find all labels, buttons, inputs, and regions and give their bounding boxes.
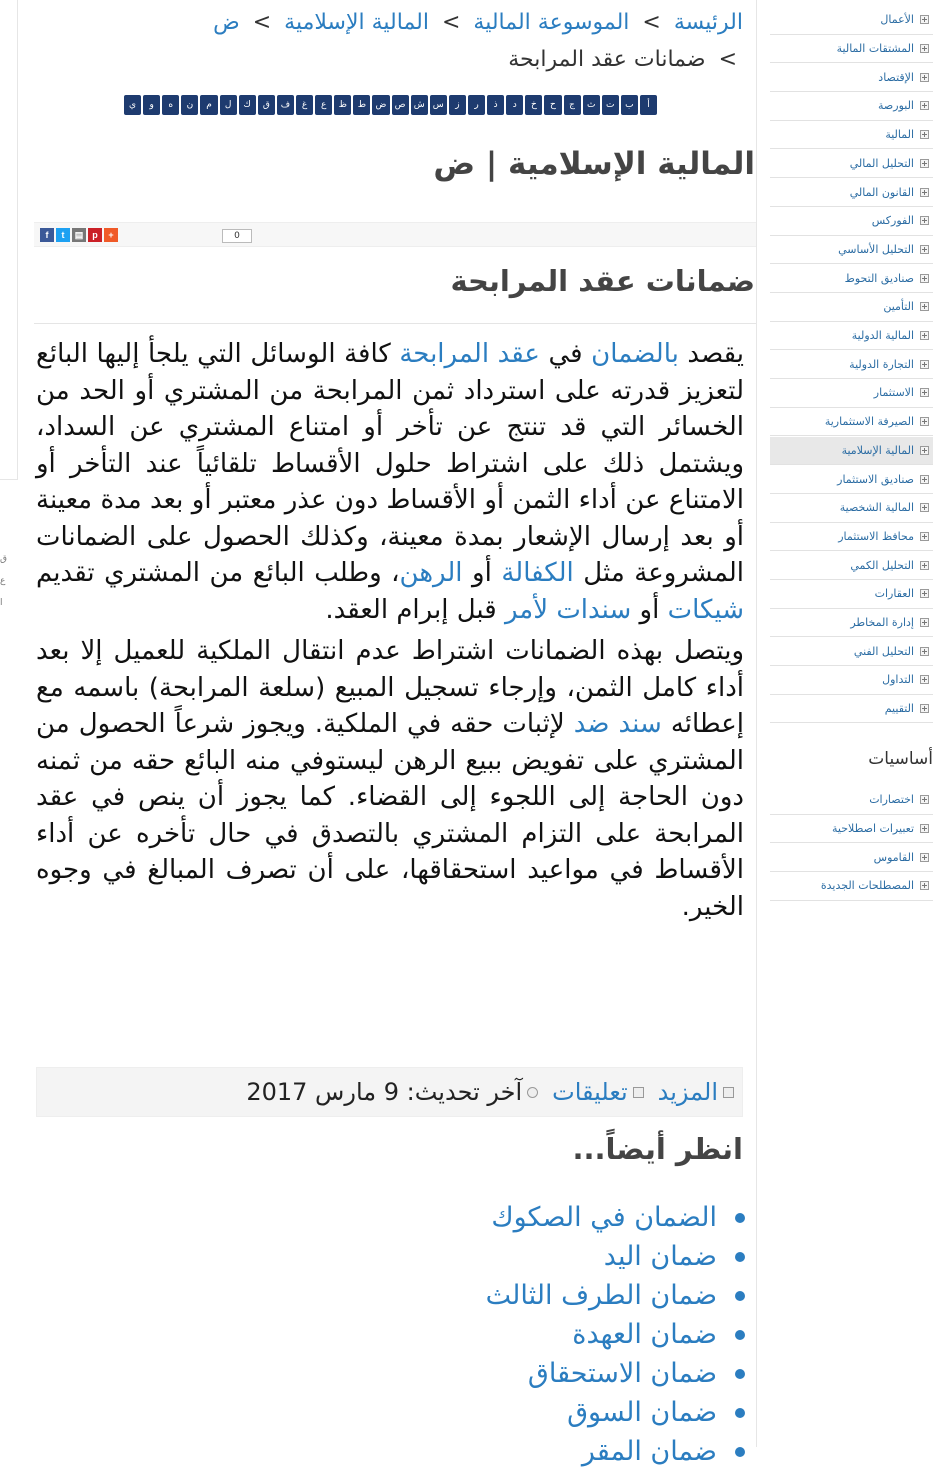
bullet-icon [735,1408,745,1418]
expand-icon[interactable] [920,446,929,455]
bullet-icon [735,1213,745,1223]
see-also-item[interactable] [486,1198,745,1237]
sidebar-item-label: التقييم [884,702,914,716]
link-guarantee[interactable]: بالضمان [591,339,679,369]
more-icon[interactable]: + [104,228,118,242]
sidebar-item-label: التحليل المالي [849,156,914,170]
alphabet-letter-button[interactable]: د [506,95,523,115]
expand-icon[interactable] [920,589,929,598]
sidebar-item-label: الاستثمار [873,386,914,400]
comments-link[interactable]: تعليقات [552,1078,628,1106]
facebook-icon[interactable]: f [40,228,54,242]
left-panel-edge [0,0,18,480]
sidebar-category-link[interactable] [770,494,933,523]
article-paragraph: يقصد بالضمان في عقد المرابحة كافة الوسائل التي يلجأ إليها البائع لتعزيز قدرته على استرداد ثمن المرابحة من المشتري أو الحد من الخسائر التي قد تنتج عن تأخر أو امتناع المشتري عن السداد، ويشتمل ذلك على اشتراط حلول الأقساط تلقائياً عند التأخر أو الامتناع عن أداء الثمن أو الأقساط دون عذر معتبر أو بعد مدة معينة أو بعد إرسال الإشعار بمدة معينة، وكذلك الحصول على الضمانات المشروعة مثل الكفالة أو الرهن، وطلب البائع من المشتري تقديم شيكات أو سندات لأمر قبل إبرام العقد. [36,339,745,625]
sidebar-category-link[interactable] [770,236,933,265]
see-also-title: انظر أيضاً... [572,1132,743,1166]
bullet-icon [735,1369,745,1379]
see-also-item[interactable] [486,1354,745,1393]
alphabet-letter-button[interactable]: ق [258,95,275,115]
breadcrumb-encyclopedia-link[interactable]: الموسوعة المالية [473,10,630,35]
link-murabaha-contract[interactable]: عقد المرابحة [399,339,540,369]
breadcrumb-islamic-finance-link[interactable]: المالية الإسلامية [284,10,429,35]
sidebar-item-label: التأمين [883,300,914,314]
bullet-icon [735,1330,745,1340]
see-also-link[interactable]: الضمان في الصكوك [491,1202,717,1233]
sidebar-item-label: التحليل الأساسي [838,242,914,256]
link-rahn[interactable]: الرهن [399,558,463,588]
sidebar-item-label: إدارة المخاطر [850,616,914,630]
share-icons [40,228,118,242]
sidebar-category-link[interactable] [770,437,933,466]
page-heading: المالية الإسلامية | ض [433,146,755,182]
breadcrumb-separator: > [441,10,461,35]
breadcrumb-separator: > [718,47,737,72]
comments-action[interactable] [552,1078,644,1106]
alphabet-letter-button[interactable]: ش [411,95,428,115]
alphabet-letter-button[interactable]: ف [277,95,294,115]
sidebar-item-label: البورصة [878,99,914,113]
expand-icon[interactable] [920,302,929,311]
sidebar-category-link[interactable] [770,207,933,236]
expand-icon[interactable] [920,44,929,53]
sidebar-category-link[interactable] [770,523,933,552]
sidebar-item-label: التحليل الكمي [850,558,914,572]
expand-icon[interactable] [920,73,929,82]
sidebar-item-label: صناديق التحوط [844,271,914,285]
expand-icon[interactable] [920,881,929,890]
expand-icon[interactable] [920,360,929,369]
sidebar-category-link[interactable] [770,379,933,408]
breadcrumb-separator: > [252,10,272,35]
sidebar-item-label: التداول [882,673,914,687]
sidebar-category-link[interactable] [770,63,933,92]
see-also-item[interactable] [486,1237,745,1276]
sidebar-category-link[interactable] [770,350,933,379]
sidebar-item-label: القاموس [873,850,914,864]
see-also-list [486,1198,745,1471]
expand-icon[interactable] [920,216,929,225]
sidebar-category-link[interactable] [770,637,933,666]
sidebar-category-link[interactable] [770,465,933,494]
sidebar-category-link[interactable] [770,815,933,844]
sidebar-item-label: التحليل الفني [853,644,914,658]
expand-icon[interactable] [920,417,929,426]
clock-icon [527,1087,538,1098]
see-also-item[interactable] [486,1393,745,1432]
sidebar-category-link[interactable] [770,150,933,179]
sidebar-item-label: القانون المالي [849,185,914,199]
see-also-link[interactable]: ضمان اليد [603,1241,717,1272]
alphabet-letter-button[interactable]: ل [220,95,237,115]
expand-icon[interactable] [920,388,929,397]
article-meta-bar [36,1067,743,1117]
alphabet-letter-button[interactable]: ع [315,95,332,115]
alphabet-letter-button[interactable]: ز [449,95,466,115]
expand-icon[interactable] [920,704,929,713]
sidebar-item-label: تعبيرات اصطلاحية [832,822,914,836]
print-icon[interactable]: ▤ [72,228,86,242]
expand-icon[interactable] [920,331,929,340]
link-promissory-notes[interactable]: سندات لأمر [504,594,632,625]
expand-icon[interactable] [920,647,929,656]
sidebar-item-label: التجارة الدولية [849,357,914,371]
last-updated [246,1078,538,1106]
sidebar-item-label: المصطلحات الجديدة [820,879,914,893]
alphabet-letter-button[interactable]: ذ [487,95,504,115]
sidebar-category-link[interactable] [770,178,933,207]
sidebar-item-label: المالية الإسلامية [841,443,914,457]
expand-icon[interactable] [920,15,929,24]
link-kafala[interactable]: الكفالة [501,558,574,588]
alphabet-letter-button[interactable]: ظ [334,95,351,115]
sidebar-item-label: المالية الشخصية [839,501,914,515]
bullet-icon [735,1447,745,1457]
alphabet-letter-button[interactable]: أ [640,95,657,115]
alphabet-letter-button[interactable]: ط [353,95,370,115]
see-also-link[interactable]: ضمان الطرف الثالث [485,1280,717,1311]
expand-icon[interactable] [920,159,929,168]
sidebar-item-label: الصيرفة الاستثمارية [824,415,914,429]
sidebar-category-link[interactable] [770,6,933,35]
see-also-link[interactable]: ضمان المقر [581,1436,717,1467]
breadcrumb-letter-link[interactable]: ض [213,10,240,35]
pinterest-icon[interactable]: p [88,228,102,242]
see-also-item[interactable] [486,1276,745,1315]
expand-icon[interactable] [920,130,929,139]
twitter-icon[interactable]: t [56,228,70,242]
alphabet-letter-button[interactable]: س [430,95,447,115]
article-body [36,336,744,930]
alphabet-letter-button[interactable]: م [200,95,217,115]
alphabet-letter-button[interactable]: ص [392,95,409,115]
expand-icon[interactable] [920,824,929,833]
sidebar-category-link[interactable] [770,666,933,695]
sidebar-category-link[interactable] [770,786,933,815]
sidebar-category-link[interactable] [770,264,933,293]
sidebar-category-link[interactable] [770,121,933,150]
expand-icon[interactable] [920,675,929,684]
alphabet-index [124,95,657,115]
link-cheques[interactable]: شيكات [667,594,744,625]
link-counter-deed[interactable]: سند ضد [573,709,662,739]
more-link[interactable]: المزيد [657,1078,718,1106]
alphabet-letter-button[interactable]: و [143,95,160,115]
alphabet-letter-button[interactable]: غ [296,95,313,115]
alphabet-letter-button[interactable]: ت [602,95,619,115]
sidebar-category-link[interactable] [770,322,933,351]
alphabet-letter-button[interactable]: ض [372,95,389,115]
expand-icon[interactable] [920,795,929,804]
alphabet-letter-button[interactable]: ث [583,95,600,115]
sidebar-category-link[interactable] [770,872,933,901]
expand-icon[interactable] [920,618,929,627]
sidebar-category-link[interactable] [770,92,933,121]
expand-icon[interactable] [920,245,929,254]
sidebar-item-label: المالية الدولية [851,329,914,343]
expand-icon[interactable] [920,503,929,512]
expand-icon[interactable] [920,101,929,110]
see-also-link[interactable]: ضمان الاستحقاق [527,1358,717,1389]
alphabet-letter-button[interactable]: ح [544,95,561,115]
sidebar-item-label: الفوركس [871,214,914,228]
sidebar-category-link[interactable] [770,35,933,64]
expand-icon[interactable] [920,274,929,283]
sidebar-category-link[interactable] [770,695,933,724]
sidebar-category-link[interactable] [770,843,933,872]
expand-icon[interactable] [920,532,929,541]
sidebar-item-label: صناديق الاستثمار [837,472,914,486]
share-count: 0 [222,229,252,243]
alphabet-letter-button[interactable]: خ [525,95,542,115]
bullet-icon [735,1291,745,1301]
see-also-link[interactable]: ضمان العهدة [572,1319,717,1350]
article-paragraph: ويتصل بهذه الضمانات اشتراط عدم انتقال الملكية للعميل إلا بعد أداء كامل الثمن، وإرجاء تسجيل المبيع (سلعة المرابحة) باسمه مع إعطائه سند ضد لإثبات حقه في الملكية. ويجوز شرعاً الحصول من المشتري على تفويض ببيع الرهن ليستوفي منه البائع حقه من ثمنه دون الحاجة إلى اللجوء إلى القضاء. كما يجوز أن ينص في عقد المرابحة على التزام المشتري بالتصدق في حال تأخره عن أداء الأقساط في مواعيد استحقاقها، على أن تصرف المبالغ في وجوه الخير. [36,636,744,922]
sidebar-item-label: العقارات [874,587,914,601]
alphabet-letter-button[interactable]: ب [621,95,638,115]
alphabet-letter-button[interactable]: ج [564,95,581,115]
breadcrumb-home-link[interactable]: الرئيسة [673,10,743,35]
left-edge-fragment: ع [0,576,6,586]
left-edge-fragment: ق [0,554,7,564]
expand-icon[interactable] [920,853,929,862]
sidebar-category-link[interactable] [770,551,933,580]
see-also-item[interactable] [486,1432,745,1471]
sidebar-item-label: اختصارات [869,793,914,807]
sidebar-category-link[interactable] [770,408,933,437]
column-divider [756,0,757,1447]
article-title: ضمانات عقد المرابحة [450,264,755,298]
alphabet-letter-button[interactable]: ن [181,95,198,115]
alphabet-letter-button[interactable]: ر [468,95,485,115]
sidebar-item-label: الإقتصاد [878,70,914,84]
alphabet-letter-button[interactable]: ك [239,95,256,115]
left-edge-fragment: ا [0,598,3,608]
sidebar-item-label: المالية [885,128,914,142]
see-also-item[interactable] [486,1315,745,1354]
sidebar-item-label: المشتقات المالية [836,42,914,56]
alphabet-letter-button[interactable]: ي [124,95,141,115]
sidebar-category-link[interactable] [770,293,933,322]
basics-heading: أساسيات [868,749,933,769]
expand-icon[interactable] [920,475,929,484]
breadcrumb [183,4,743,78]
left-edge-fragments [0,548,6,614]
expand-icon[interactable] [920,561,929,570]
sidebar-item-label: الأعمال [880,13,914,27]
share-bar [34,222,756,247]
category-sidebar [770,0,933,1447]
breadcrumb-separator: > [642,10,661,35]
alphabet-letter-button[interactable]: ه [162,95,179,115]
breadcrumb-current: ضمانات عقد المرابحة [508,47,706,72]
last-updated-text: آخر تحديث: 9 مارس 2017 [246,1078,523,1106]
sidebar-item-label: محافظ الاستثمار [838,529,914,543]
document-icon [723,1087,734,1098]
see-also-link[interactable]: ضمان السوق [567,1397,717,1428]
title-divider [34,323,756,324]
expand-icon[interactable] [920,188,929,197]
sidebar-category-link[interactable] [770,580,933,609]
bullet-icon [735,1252,745,1262]
comment-icon [633,1087,644,1098]
sidebar-category-link[interactable] [770,609,933,638]
more-action[interactable] [658,1078,734,1106]
